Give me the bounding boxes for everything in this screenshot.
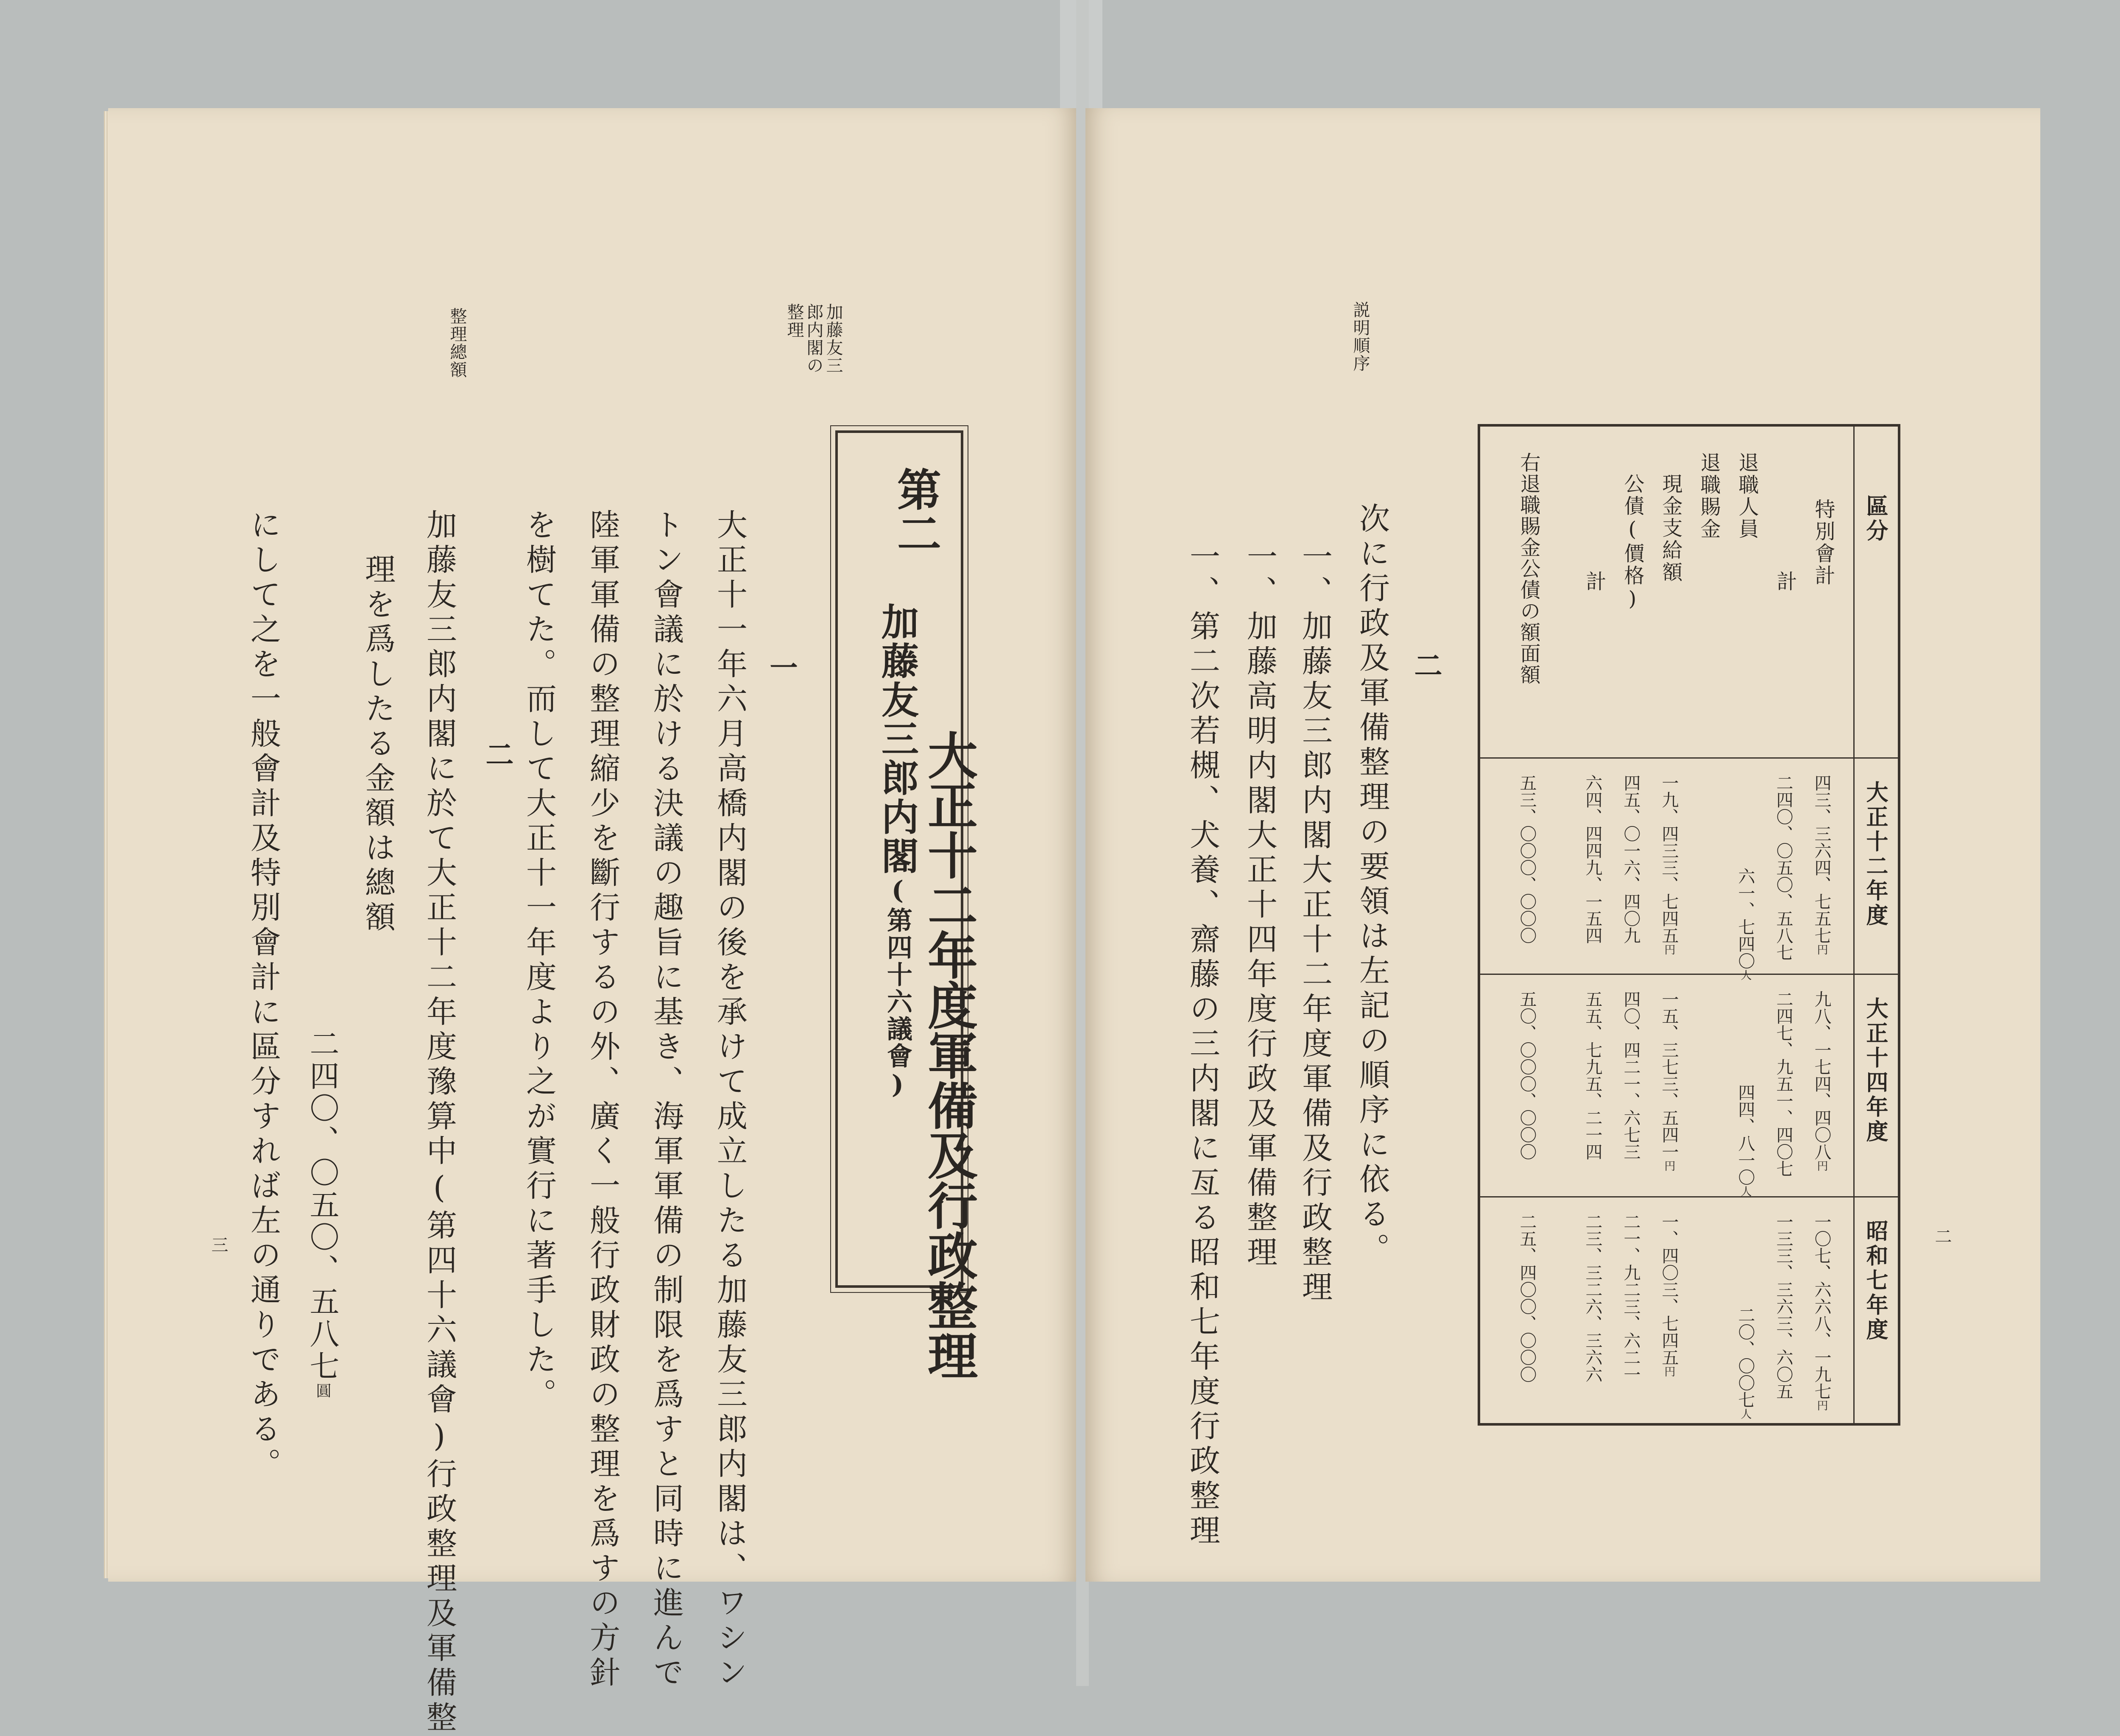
row-label-cash-payment: 現金支給額 — [1659, 473, 1682, 583]
cell-unit: 円 — [1663, 1366, 1675, 1377]
title-main: 大正十二年度軍備及行政整理 — [919, 730, 978, 1380]
row-label-total: 計 — [1773, 571, 1797, 593]
table-row-divider — [1480, 1196, 1898, 1197]
title-session-note: (第四十六議會) — [883, 876, 912, 1101]
cell-unit: 円 — [1815, 944, 1828, 955]
row-label-subtotal: 計 — [1582, 571, 1606, 593]
margin-note-line: 加藤友三 — [823, 303, 843, 374]
cell-1923-bonds: 四五、〇一六、四〇九 — [1621, 774, 1640, 944]
cell-value: 九八、一七四、四〇八 — [1812, 991, 1831, 1160]
row-label-retired-persons: 退職人員 — [1735, 452, 1759, 540]
section-two-marker: 二 — [481, 740, 514, 768]
table-corner-header: 區分 — [1862, 494, 1888, 544]
cell-1925-retired-persons — [1737, 1084, 1754, 1197]
cell-1923-retired-persons — [1737, 868, 1754, 980]
cell-1923-cash-payment — [1660, 774, 1677, 955]
cell-value: 一五、三七三、五四一 — [1659, 991, 1679, 1160]
retirement-table — [1478, 424, 1900, 1426]
list-item-3: 一、第二次若槻、犬養、齋藤の三内閣に亙る昭和七年度行政整理 — [1185, 541, 1220, 1549]
section-title-box — [835, 430, 978, 1380]
cell-1923-face-value: 五三、〇〇〇、〇〇〇 — [1517, 774, 1537, 944]
paragraph-1-line-3: 陸軍軍備の整理縮少を斷行するの外、廣く一般行政財政の整理を爲すの方針 — [585, 509, 620, 1691]
section-one-marker: 一 — [765, 653, 798, 681]
cell-1925-cash-payment — [1660, 991, 1677, 1171]
table-header-divider — [1853, 427, 1855, 1423]
paragraph-1-line-2: トン會議に於ける決議の趣旨に基き、海軍軍備の制限を爲すと同時に進んで — [648, 509, 684, 1691]
right-page — [1085, 108, 2040, 1582]
cell-1932-special-account — [1813, 1213, 1830, 1411]
cell-unit: 人 — [1739, 1186, 1752, 1197]
margin-note-kato-cabinet — [784, 303, 843, 374]
cell-unit: 人 — [1739, 1408, 1752, 1419]
cell-value: 四四、八一〇 — [1735, 1084, 1755, 1186]
total-amount — [305, 1028, 340, 1401]
cell-value: 一〇七、六六八、一九七 — [1812, 1213, 1831, 1400]
margin-note-line: 整理 — [784, 303, 804, 339]
cell-1932-face-value: 二五、四〇〇、〇〇〇 — [1517, 1213, 1537, 1383]
cell-1932-subtotal: 二三、三二六、三六六 — [1583, 1213, 1602, 1383]
intro-text: 次に行政及軍備整理の要領は左記の順序に依る。 — [1354, 502, 1390, 1267]
cell-unit: 円 — [1815, 1160, 1828, 1171]
margin-note-line: 郎内閣の — [804, 303, 823, 374]
cell-unit: 円 — [1663, 944, 1675, 955]
total-amount-value: 二四〇、〇五〇、五八七 — [305, 1028, 340, 1383]
paragraph-1-line-1: 大正十一年六月高橋内閣の後を承けて成立したる加藤友三郎内閣は、ワシン — [712, 509, 748, 1691]
paragraph-2-line-2: 理を爲したる金額は總額 — [360, 553, 396, 936]
page-number-left: 三 — [209, 1236, 228, 1253]
table-row-divider — [1480, 757, 1898, 759]
table-row-divider — [1480, 974, 1898, 975]
cell-1925-subtotal: 五五、七九五、二一四 — [1583, 991, 1602, 1160]
cell-1923-special-account — [1813, 774, 1830, 955]
row-label-bonds-value: 公債(價格) — [1621, 473, 1644, 612]
title-cabinet-text: 加藤友三郎内閣 — [876, 603, 920, 876]
cell-value: 一九、四三三、七四五 — [1659, 774, 1679, 944]
cell-1932-total: 一三三、三六三、六〇五 — [1774, 1213, 1793, 1400]
margin-note-total-amount: 整理總額 — [447, 307, 467, 379]
cell-unit: 人 — [1739, 969, 1752, 980]
table-column-header-3: 昭和七年度 — [1862, 1220, 1888, 1342]
cell-value: 二〇、〇〇七 — [1735, 1306, 1755, 1408]
cell-1932-cash-payment — [1660, 1213, 1677, 1377]
paragraph-3: にして之を一般會計及特別會計に區分すれば左の通りである。 — [245, 509, 281, 1482]
cell-1932-bonds: 二一、九二三、六二一 — [1621, 1213, 1640, 1383]
left-page — [108, 108, 1077, 1736]
cell-1925-bonds: 四〇、四二一、六七三 — [1621, 991, 1640, 1160]
title-cabinet-name — [876, 603, 920, 1101]
list-item-1: 一、加藤友三郎内閣大正十二年度軍備及行政整理 — [1297, 541, 1333, 1306]
cell-1932-retired-persons — [1737, 1306, 1754, 1419]
list-item-2: 一、加藤高明内閣大正十四年度行政及軍備整理 — [1242, 541, 1278, 1271]
section-label: 第二 — [890, 467, 942, 555]
cell-value: 六一、七四〇 — [1735, 868, 1755, 969]
paragraph-1-line-4: を樹てた。而して大正十一年度より之が實行に著手した。 — [521, 509, 557, 1413]
cell-value: 四三、三六四、七五七 — [1812, 774, 1831, 944]
row-label-special-account: 特別會計 — [1811, 499, 1835, 587]
paragraph-2-line-1: 加藤友三郎内閣に於て大正十二年度豫算中(第四十六議會)行政整理及軍備整 — [421, 509, 457, 1736]
table-column-header-1: 大正十二年度 — [1862, 781, 1888, 928]
page-number-right: 二 — [1932, 1228, 1952, 1245]
row-label-bond-face-value: 右退職賜金公債の額面額 — [1517, 452, 1540, 685]
cell-1925-total: 二四七、九五一、四〇七 — [1774, 991, 1793, 1177]
cell-unit: 円 — [1815, 1400, 1828, 1411]
total-amount-unit: 圓 — [314, 1383, 331, 1401]
table-column-header-2: 大正十四年度 — [1862, 997, 1888, 1144]
cell-1925-face-value: 五〇、〇〇〇、〇〇〇 — [1517, 991, 1537, 1160]
margin-note-explanation-order: 説明順序 — [1350, 301, 1370, 372]
row-label-retirement-allowance: 退職賜金 — [1697, 452, 1721, 540]
cell-1923-total: 二四〇、〇五〇、五八七 — [1774, 774, 1793, 961]
cell-unit: 円 — [1663, 1160, 1675, 1171]
cell-1925-special-account — [1813, 991, 1830, 1171]
section-two-marker-right: 二 — [1409, 651, 1442, 679]
cell-value: 一、四〇三、七四五 — [1659, 1213, 1679, 1366]
cell-1923-subtotal: 六四、四四九、一五四 — [1583, 774, 1602, 944]
